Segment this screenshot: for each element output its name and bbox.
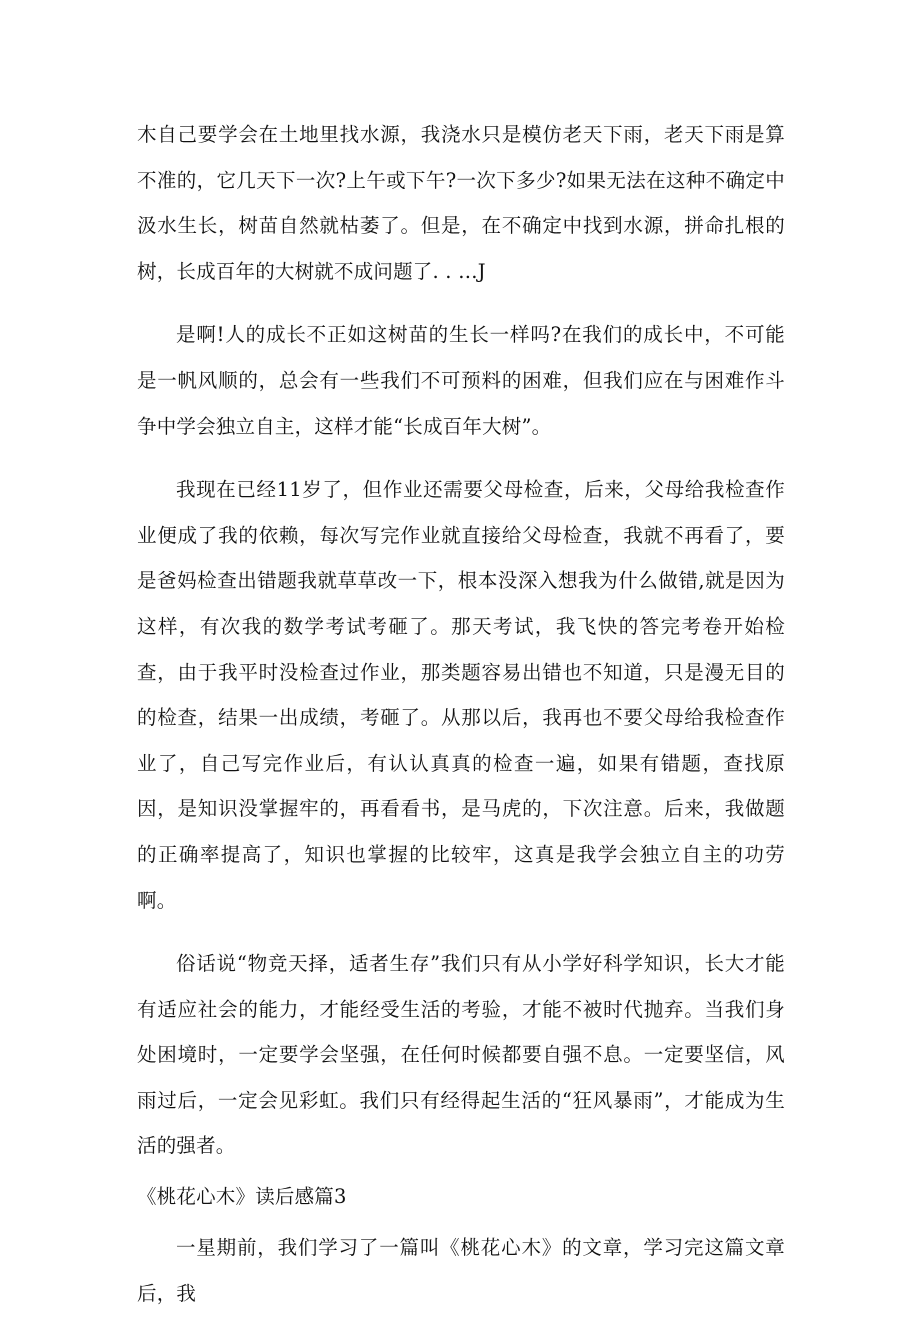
paragraph: 我现在已经11岁了，但作业还需要父母检查，后来，父母给我检查作业便成了我的依赖，每次写完作业就直接给父母检查，我就不再看了，要是爸妈检查出错题我就草草改一下，根本没深入想我为什么做错,就是因为这样，有次我的数学考试考砸了。那天考试，我飞快的答完考卷开始检查，由于我平时没检查过作业，那类题容易出错也不知道，只是漫无目的的检查，结果一出成绩，考砸了。从那以后，我再也不要父母给我检查作业了，自己写完作业后，有认认真真的检查一遍，如果有错题，查找原因，是知识没掌握牢的，再看看书，是马虎的，下次注意。后来，我做题的正确率提高了，知识也掌握的比较牢，这真是我学会独立自主的功劳啊。 [137, 478, 785, 912]
paragraph: 俗话说“物竞天择，适者生存”我们只有从小学好科学知识，长大才能有适应社会的能力，才能经受生活的考验，才能不被时代抛弃。当我们身处困境时，一定要学会坚强，在任何时候都要自强不息。一定要坚信，风雨过后，一定会见彩虹。我们只有经得起生活的“狂风暴雨”，才能成为生活的强者。 [137, 952, 785, 1158]
paragraph: 一星期前，我们学习了一篇叫《桃花心木》的文章，学习完这篇文章后，我 [137, 1236, 785, 1305]
paragraph-continued: 木自己要学会在土地里找水源，我浇水只是模仿老天下雨，老天下雨是算不准的，它几天下一次?上午或下午?一次下多少?如果无法在这种不确定中汲水生长，树苗自然就枯萎了。但是，在不确定中找到水源，拼命扎根的树，长成百年的大树就不成问题了. . …J [137, 123, 785, 283]
section-heading: 《桃花心木》读后感篇3 [137, 1185, 347, 1209]
paragraph: 是啊!人的成长不正如这树苗的生长一样吗?在我们的成长中，不可能是一帆风顺的，总会有一些我们不可预料的困难，但我们应在与困难作斗争中学会独立自主，这样才能“长成百年大树”。 [137, 323, 785, 438]
document-body [137, 112, 785, 1334]
